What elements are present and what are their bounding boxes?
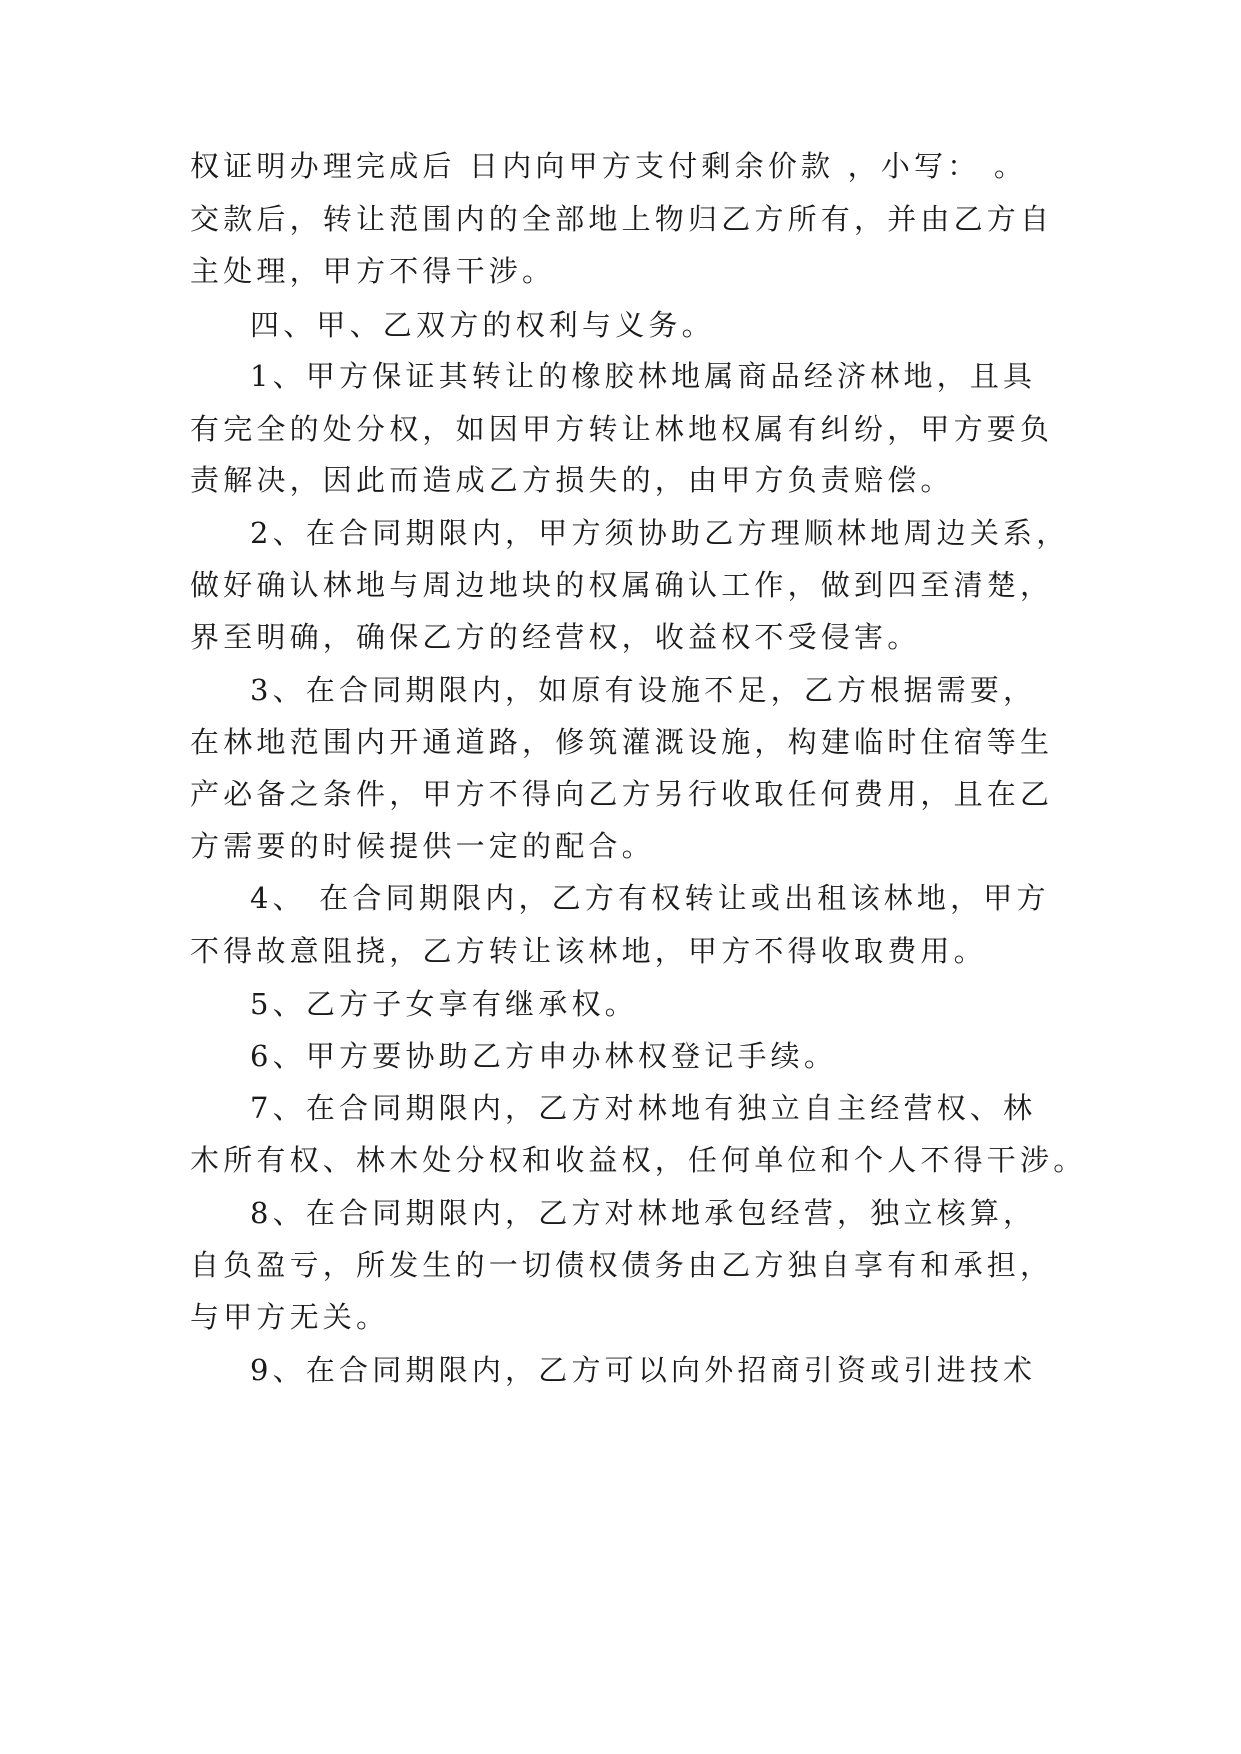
clause-2-line: 2、在合同期限内，甲方须协助乙方理顺林地周边关系， — [250, 516, 1070, 550]
clause-3-line: 产必备之条件，甲方不得向乙方另行收取任何费用，且在乙 — [190, 777, 1054, 811]
body-text-line: 交款后，转让范围内的全部地上物归乙方所有，并由乙方自 — [190, 202, 1054, 236]
clause-8-line: 自负盈亏，所发生的一切债权债务由乙方独自享有和承担， — [190, 1248, 1054, 1282]
clause-7-line: 木所有权、林木处分权和收益权，任何单位和个人不得干涉。 — [190, 1143, 1087, 1177]
clause-3-line: 方需要的时候提供一定的配合。 — [190, 829, 655, 863]
clause-5-line: 5、乙方子女享有继承权。 — [250, 987, 638, 1021]
clause-1-line: 有完全的处分权，如因甲方转让林地权属有纠纷，甲方要负 — [190, 412, 1054, 446]
clause-3-line: 3、在合同期限内，如原有设施不足，乙方根据需要， — [250, 673, 1037, 707]
body-text-line: 权证明办理完成后 日内向甲方支付剩余价款 ，小写： 。 — [190, 149, 1028, 183]
clause-8-line: 与甲方无关。 — [190, 1300, 390, 1334]
clause-6-line: 6、甲方要协助乙方申办林权登记手续。 — [250, 1039, 838, 1073]
clause-8-line: 8、在合同期限内，乙方对林地承包经营，独立核算， — [250, 1196, 1037, 1230]
clause-7-line: 7、在合同期限内，乙方对林地有独立自主经营权、林 — [250, 1091, 1037, 1125]
clause-2-line: 做好确认林地与周边地块的权属确认工作，做到四至清楚， — [190, 568, 1054, 602]
clause-3-line: 在林地范围内开通道路，修筑灌溉设施，构建临时住宿等生 — [190, 725, 1054, 759]
clause-2-line: 界至明确，确保乙方的经营权，收益权不受侵害。 — [190, 620, 921, 654]
section-heading: 四、甲、乙双方的权利与义务。 — [250, 308, 715, 342]
body-text-line: 主处理，甲方不得干涉。 — [190, 254, 556, 288]
clause-1-line: 责解决，因此而造成乙方损失的，由甲方负责赔偿。 — [190, 463, 954, 497]
clause-4-line: 4、 在合同期限内，乙方有权转让或出租该林地，甲方 — [250, 881, 1050, 915]
clause-1-line: 1、甲方保证其转让的橡胶林地属商品经济林地，且具 — [250, 359, 1037, 393]
clause-4-line: 不得故意阻挠，乙方转让该林地，甲方不得收取费用。 — [190, 934, 987, 968]
clause-9-line: 9、在合同期限内，乙方可以向外招商引资或引进技术 — [250, 1353, 1037, 1387]
